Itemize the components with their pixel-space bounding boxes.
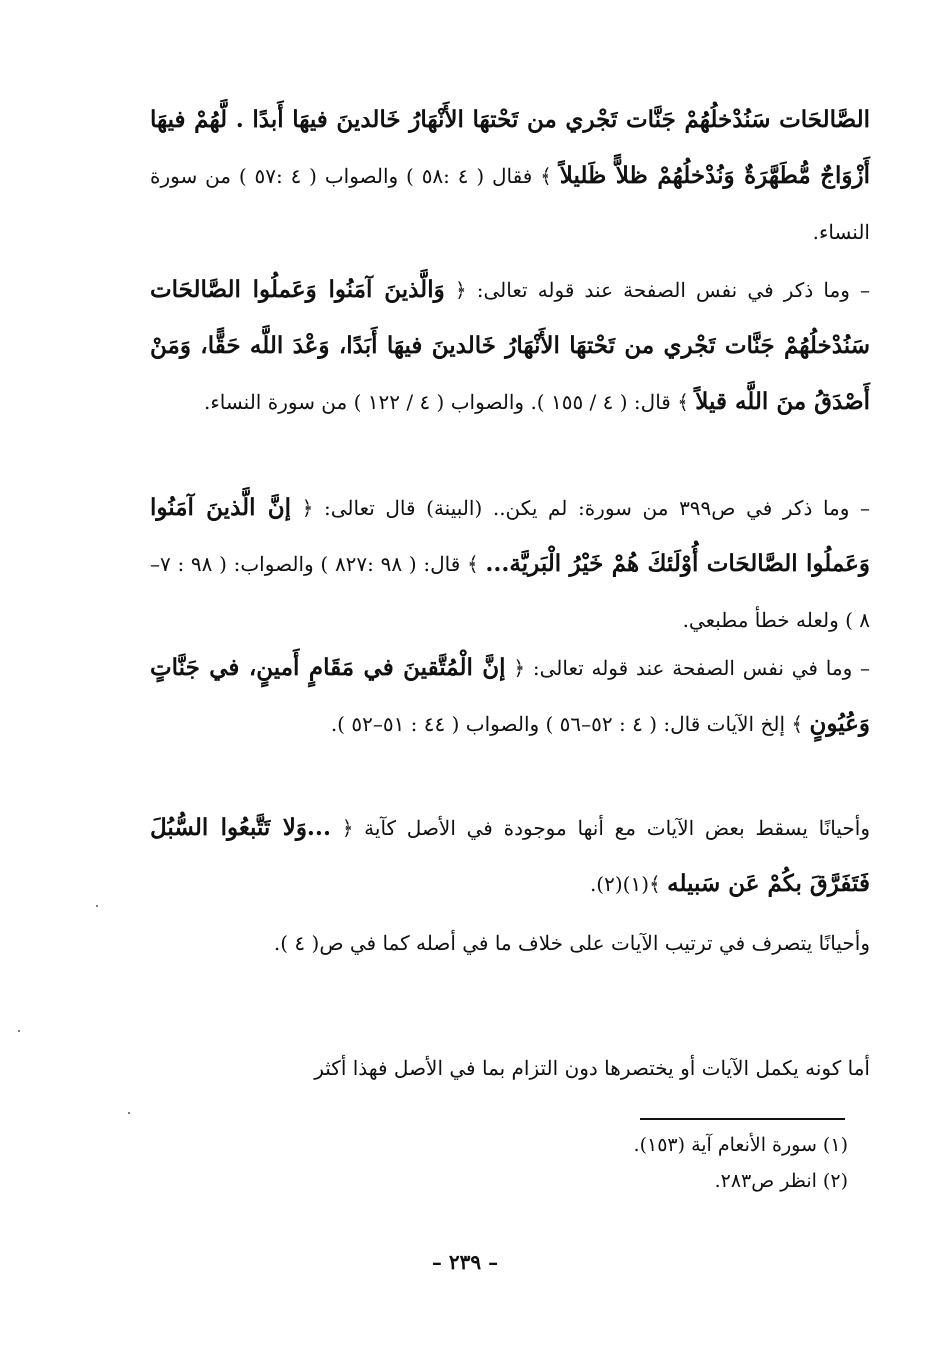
commentary-text: ﴾: [649, 872, 668, 896]
commentary-text: ﴿: [291, 496, 314, 520]
paragraph-3: [150, 480, 870, 648]
footnote-separator: [640, 1118, 845, 1120]
commentary-text: ﴿: [330, 816, 354, 840]
paragraph-5: [150, 800, 870, 912]
footnote-1: (١) سورة الأنعام آية (١٥٣).: [633, 1134, 848, 1156]
quran-quote: إنَّ الْمُتَّقينَ في مَقَامٍ أَمينٍ، في جَنَّاتٍ وَعُيُونٍ: [150, 654, 870, 737]
scan-speck: [128, 1112, 130, 1114]
commentary-text: – وما ذكر في نفس الصفحة عند قوله تعالى:: [466, 278, 871, 302]
commentary-text: وأحيانًا يسقط بعض الآيات مع أنها موجودة في الأصل كآية: [353, 816, 871, 840]
commentary-text: فقال ( ٤ :٥٨ ) والصواب ( ٤ :٥٧ ) من سورة النساء.: [150, 164, 870, 244]
paragraph-7: [150, 1040, 870, 1096]
commentary-text: قال: ( ٩٨ :٨٢٧ ) والصواب: ( ٩٨ : ٧–٨ ) ولعله خطأ مطبعي.: [150, 552, 870, 632]
paragraph-4: [150, 640, 870, 752]
commentary-text: إلخ الآيات قال: ( ٤ : ٥٢–٥٦ ) والصواب ( ٤٤ : ٥١–٥٢ ).: [330, 712, 786, 736]
footnote-2: (٢) انظر ص٢٨٣.: [714, 1170, 848, 1192]
commentary-text: ﴾: [670, 390, 696, 414]
commentary-text: – وما ذكر في ص٣٩٩ من سورة: لم يكن.. (البينة) قال تعالى:: [313, 496, 870, 520]
commentary-text: ﴾: [532, 164, 560, 188]
commentary-text: أما كونه يكمل الآيات أو يختصرها دون التزام بما في الأصل فهذا أكثر: [314, 1056, 870, 1080]
scan-speck: [96, 905, 98, 907]
commentary-text: ﴿: [444, 278, 467, 302]
quran-quote: وَالَّذينَ آمَنُوا وَعَملُوا الصَّالحَات سَنُدْخلُهُمْ جَنَّات تَجْري من تَحْتهَا الأَنْهَارُ خَالدينَ فيهَا أَبَدًا، وَعْدَ اللَّه حَقًّا، وَمَنْ أَصْدَقُ منَ اللَّه قيلاً: [150, 276, 870, 415]
quran-quote: إنَّ الَّذينَ آمَنُوا وَعَملُوا الصَّالحَات أُوْلَئكَ هُمْ خَيْرُ الْبَريَّة...: [150, 494, 870, 577]
commentary-text: (١)(٢).: [589, 872, 650, 896]
scan-speck: [18, 1030, 20, 1032]
commentary-text: – وما في نفس الصفحة عند قوله تعالى:: [525, 656, 871, 680]
paragraph-1: [150, 92, 870, 260]
quran-quote: الصَّالحَات سَنُدْخلُهُمْ جَنَّات تَجْري من تَحْتهَا الأَنْهَارُ خَالدينَ فيهَا أَبدًا . لَّهُمْ فيهَا أَزْوَاجٌ مُّطَهَّرَةٌ وَنُدْخلُهُمْ ظلاًّ ظَليلاً: [150, 106, 870, 189]
quran-quote: ...وَلا تَتَّبعُوا السُّبُلَ فَتَفَرَّقَ بكُمْ عَن سَبيله: [150, 814, 870, 897]
commentary-text: قال: ( ٤ / ١٥٥ ). والصواب ( ٤ / ١٢٢ ) من سورة النساء.: [203, 390, 671, 414]
commentary-text: ﴿: [505, 656, 526, 680]
page-number: – ٢٣٩ –: [431, 1250, 499, 1274]
commentary-text: وأحيانًا يتصرف في ترتيب الآيات على خلاف ما في أصله كما في ص( ٤ ).: [273, 931, 870, 955]
commentary-text: ﴾: [785, 712, 810, 736]
paragraph-6: [150, 915, 870, 971]
paragraph-2: [150, 262, 870, 430]
commentary-text: ﴾: [460, 552, 486, 576]
